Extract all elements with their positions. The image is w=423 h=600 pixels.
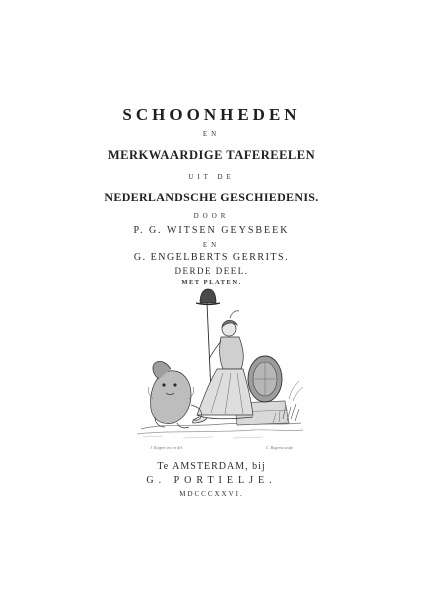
book-title: SCHOONHEDEN	[122, 105, 301, 124]
preposition-uit-de: UIT DE	[188, 173, 235, 181]
conjunction-en-2: EN	[202, 241, 221, 249]
frontispiece-engraving	[133, 287, 306, 445]
by-line: DOOR	[193, 212, 230, 220]
subtitle-line-1: MERKWAARDIGE TAFEREELEN	[107, 148, 316, 162]
author-1: P. G. WITSEN GEYSBEEK	[133, 225, 290, 236]
imprint-publisher: G. PORTIELJE.	[146, 475, 277, 486]
conjunction-en-1: EN	[202, 130, 221, 138]
engraver-credit-left: J. Kuyper inv. et del.	[150, 445, 183, 450]
subtitle-line-2: NEDERLANDSCHE GESCHIEDENIS.	[104, 190, 319, 204]
imprint-place: Te AMSTERDAM, bij	[157, 461, 266, 472]
imprint-year: MDCCCXXVI.	[179, 490, 244, 498]
engraver-credit-right: C. Bogerts sculp.	[266, 445, 294, 450]
volume-label: DERDE DEEL.	[174, 266, 249, 276]
plates-note: MET PLATEN.	[181, 279, 242, 286]
author-2: G. ENGELBERTS GERRITS.	[133, 252, 290, 263]
